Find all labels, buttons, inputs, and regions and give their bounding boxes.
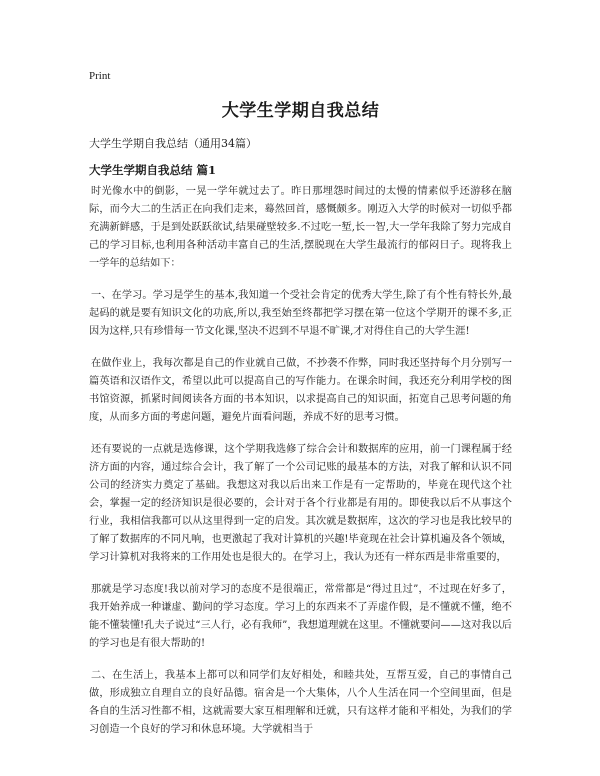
print-link[interactable]: Print xyxy=(89,70,111,82)
document-title: 大学生学期自我总结 xyxy=(221,101,380,121)
paragraph: 那就是学习态度!我以前对学习的态度不是很端正，常常都是“得过且过”，不过现在好多了，我开始养成一种谦虚、勤问的学习态度。学习上的东西来不了弄虚作假，是不懂就不懂，绝不能不懂装懂!孔夫子说过“三人行，必有我师”，我想道理就在这里。不懂就要问——这对我以后的学习也是有很大帮助的! xyxy=(89,584,512,649)
paragraph: 二、在生活上，我基本上都可以和同学们友好相处，和睦共处，互帮互爱，自己的事情自己做，形成独立自理自立的良好品德。宿舍是一个大集体，八个人生活在同一个空间里面，但是各自的生活习性都不相，这就需要大家互相理解和迁就，只有这样才能和平相处，为我们的学习创造一个良好的学习和休息环境。大学就相当于 xyxy=(89,670,512,735)
document-body xyxy=(89,183,512,753)
paragraph: 一、在学习。学习是学生的基本,我知道一个受社会肯定的优秀大学生,除了有个性有特长外,最起码的就是要有知识文化的功底,所以,我至始至终都把学习摆在第一位这个学期开的课不多,正因为这样,只有珍惜每一节文化课,坚决不迟到不早退不旷课,才对得住自己的大学生涯! xyxy=(89,290,512,337)
paragraph: 还有要说的一点就是选修课，这个学期我选修了综合会计和数据库的应用，前一门课程属于经济方面的内容，通过综合会计，我了解了一个公司记账的最基本的方法，对我了解和认识不同公司的经济实力奠定了基础。我想这对我以后出来工作是有一定帮助的，毕竟在现代这个社会，掌握一定的经济知识是很必要的，会计对于各个行业都是有用的。即使我以后不从事这个行业，我相信我都可以从这里得到一定的启发。其次就是数据库，这次的学习也是我比较早的了解了数据库的不同凡响，也更激起了我对计算机的兴趣!毕竟现在社会计算机遍及各个领域，学习计算机对我将来的工作用处也是很大的。在学习上，我认为还有一样东西是非常重要的， xyxy=(89,444,512,563)
paragraph: 在做作业上，我每次都是自己的作业就自己做，不抄袭不作弊，同时我还坚持每个月分别写一篇英语和汉语作文，希望以此可以提高自己的写作能力。在课余时间，我还充分利用学校的图书馆资源，抓紧时间阅读各方面的书本知识，以求提高自己的知识面，拓宽自己思考问题的角度，从而多方面的考虑问题，避免片面看问题，养成不好的思考习惯。 xyxy=(89,358,512,423)
section-heading: 大学生学期自我总结 篇1 xyxy=(89,163,217,177)
document-subtitle: 大学生学期自我总结（通用34篇） xyxy=(89,137,257,150)
paragraph: 时光像水中的倒影，一晃一学年就过去了。昨日那埋怨时间过的太慢的情素似乎还游移在脑际，而今大二的生活正在向我们走来，蓦然回首，感慨颇多。刚迈入大学的时候对一切似乎都充满新鲜感，于是到处跃跃欲试,结果碰壁较多.不过吃一堑,长一智,大一学年我除了努力完成自己的学习目标,也利用各种活动丰富自己的生活,摆脱现在大学生最流行的郁闷日子。现将我上一学年的总结如下： xyxy=(89,186,512,269)
